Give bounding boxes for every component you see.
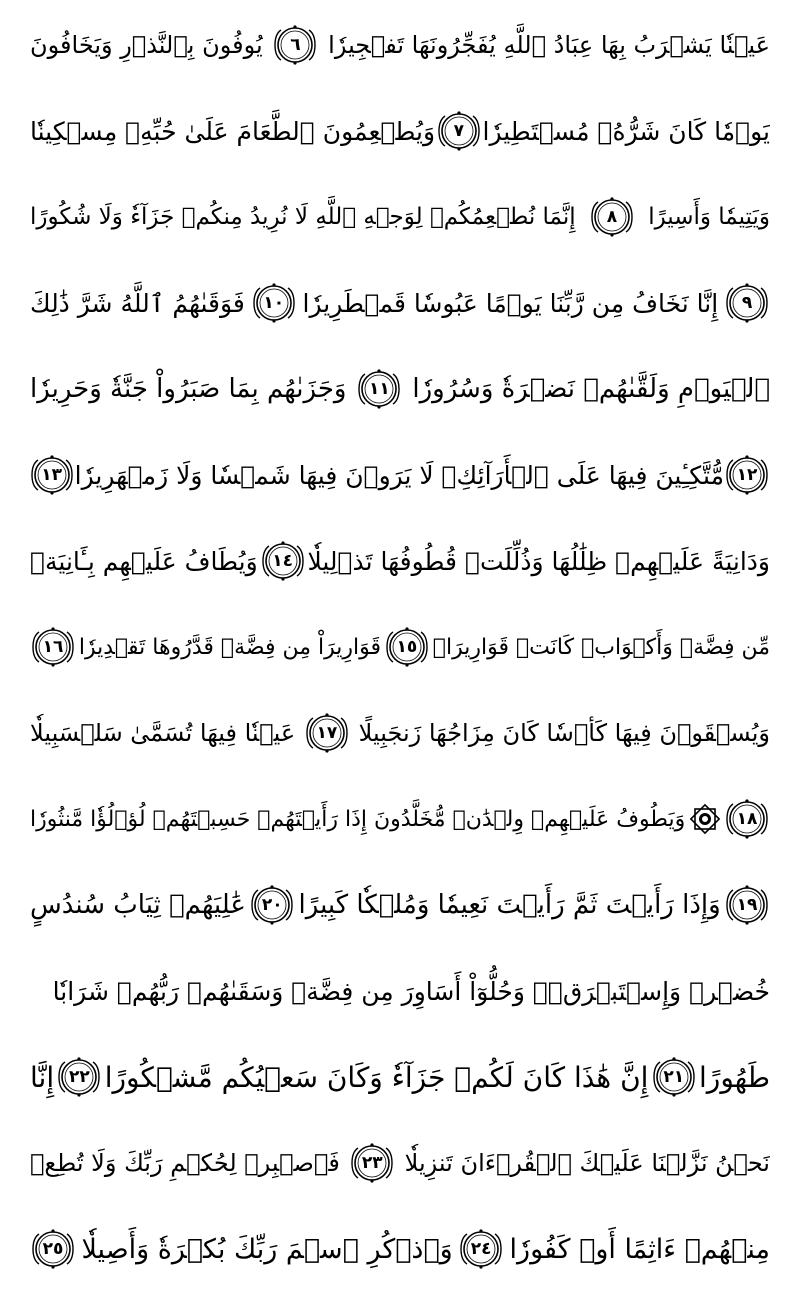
ayah-number-marker [436, 110, 482, 152]
ayah-number-marker [458, 1228, 504, 1270]
verse-text: وَإِذَا رَأَيۡتَ ثَمَّ رَأَيۡتَ نَعِيمٗا وَمُلۡكٗا كَبِيرًا [298, 890, 721, 920]
ayah-number: ١٠ [263, 293, 285, 313]
ayah-number-marker [724, 282, 770, 324]
verse-line [30, 1034, 770, 1120]
verse-line [30, 690, 770, 776]
verse-line [30, 518, 770, 604]
verse-line [30, 948, 770, 1034]
verse-text: وَيُسۡقَوۡنَ فِيهَا كَأۡسٗا كَانَ مِزَاجُهَا زَنجَبِيلًا [358, 719, 770, 747]
ayah-number: ١٤ [272, 551, 293, 571]
ayah-number-marker [384, 626, 430, 668]
ayah-number: ١٣ [41, 465, 63, 485]
ayah-number: ٨ [606, 207, 618, 227]
ayah-number: ٢٠ [261, 895, 283, 915]
ayah-number-marker [30, 1228, 76, 1270]
verse-text: وَيُطَافُ عَلَيۡهِم بِـَٔانِيَةٖ [30, 546, 258, 576]
verse-text: عَٰلِيَهُمۡ ثِيَابُ سُندُسٍ [30, 890, 246, 920]
verse-line [30, 776, 770, 862]
verse-line [30, 1206, 770, 1292]
verse-text: يُوفُونَ بِٱلنَّذۡرِ وَيَخَافُونَ [30, 31, 263, 59]
verse-line [30, 432, 770, 518]
verse-text: خُضۡرٞ وَإِسۡتَبۡرَقٞۖ وَحُلُّوٓاْ أَسَاوِرَ مِن فِضَّةٖ وَسَقَىٰهُمۡ رَبُّهُمۡ شَرَابٗا [52, 976, 770, 1006]
verse-line [30, 260, 770, 346]
verse-text: عَيۡنٗا يَشۡرَبُ بِهَا عِبَادُ ٱللَّهِ يُفَجِّرُونَهَا تَفۡجِيرٗا [328, 31, 770, 59]
ayah-number: ١١ [369, 379, 390, 399]
verse-text: مُّتَّكِـِٔينَ فِيهَا عَلَى ٱلۡأَرَآئِكِۖ لَا يَرَوۡنَ فِيهَا شَمۡسٗا وَلَا زَمۡهَرِيرٗا [74, 460, 724, 490]
ayah-number-marker [589, 196, 635, 238]
verse-line [30, 346, 770, 432]
ayah-number-marker [724, 454, 770, 496]
ayah-number: ٦ [290, 35, 301, 55]
ayah-number: ١٢ [736, 465, 758, 485]
verse-text: وَدَانِيَةً عَلَيۡهِمۡ ظِلَٰلُهَا وَذُلِّلَتۡ قُطُوفُهَا تَذۡلِيلٗا [307, 546, 770, 576]
ayah-number-marker [251, 282, 297, 324]
ayah-number: ٢٥ [42, 1239, 64, 1259]
verse-line [30, 862, 770, 948]
verse-text: وَيَتِيمٗا وَأَسِيرًا [648, 204, 770, 230]
verse-line [30, 174, 770, 260]
ayah-number: ١٩ [736, 895, 758, 915]
verse-text: وَٱذۡكُرِ ٱسۡمَ رَبِّكَ بُكۡرَةٗ وَأَصِيلٗا [81, 1233, 453, 1265]
ayah-number: ٢١ [663, 1067, 685, 1087]
verse-line [30, 604, 770, 690]
ayah-number: ٩ [741, 293, 753, 313]
ayah-number-marker [249, 884, 295, 926]
verse-text: وَجَزَىٰهُم بِمَا صَبَرُواْ جَنَّةٗ وَحَرِيرٗا [30, 374, 347, 404]
verse-line [30, 88, 770, 174]
verse-text: وَيَطُوفُ عَلَيۡهِمۡ وِلۡدَٰنٞ مُّخَلَّدُونَ إِذَا رَأَيۡتَهُمۡ حَسِبۡتَهُمۡ لُؤۡلُؤٗا مَّنثُورٗا [30, 806, 686, 832]
verse-text: قَوَارِيرَاْ مِن فِضَّةٖ قَدَّرُوهَا تَقۡدِيرٗا [78, 634, 382, 660]
rub-el-hizb-icon [688, 802, 722, 836]
ayah-number: ١٦ [42, 637, 64, 657]
ayah-number: ١٨ [736, 809, 758, 829]
ayah-number: ٧ [453, 121, 464, 141]
verse-text: مِّن فِضَّةٖ وَأَكۡوَابٖ كَانَتۡ قَوَارِيرَا۠ [432, 634, 770, 660]
verse-text: إِنَّ هَٰذَا كَانَ لَكُمۡ جَزَآءٗ وَكَانَ سَعۡيُكُم مَّشۡكُورًا [104, 1060, 649, 1094]
verse-text: ٱلۡيَوۡمِ وَلَقَّىٰهُمۡ نَضۡرَةٗ وَسُرُورٗا [412, 374, 770, 404]
verse-text: إِنَّمَا نُطۡعِمُكُمۡ لِوَجۡهِ ٱللَّهِ لَا نُرِيدُ مِنكُمۡ جَزَآءٗ وَلَا شُكُورًا [30, 204, 576, 230]
ayah-number-marker [724, 884, 770, 926]
verse-text: إِنَّا نَخَافُ مِن رَّبِّنَا يَوۡمًا عَبُوسٗا قَمۡطَرِيرٗا [302, 288, 719, 318]
ayah-number-marker [349, 1142, 395, 1184]
ayah-number-marker [304, 712, 350, 754]
verse-line [30, 2, 770, 88]
verse-text: فَٱصۡبِرۡ لِحُكۡمِ رَبِّكَ وَلَا تُطِعۡ [30, 1149, 340, 1177]
ayah-number: ٢٣ [361, 1153, 383, 1173]
ayah-number: ٢٤ [470, 1239, 492, 1259]
verse-line [30, 1120, 770, 1206]
ayah-number-marker [30, 454, 75, 496]
ayah-number: ٢٢ [69, 1067, 90, 1087]
ayah-number: ١٧ [316, 723, 338, 743]
ayah-number-marker [30, 626, 76, 668]
ayah-number-marker [651, 1056, 697, 1098]
ayah-number-marker [260, 540, 306, 582]
verse-text: نَحۡنُ نَزَّلۡنَا عَلَيۡكَ ٱلۡقُرۡءَانَ تَنزِيلٗا [404, 1149, 770, 1177]
ayah-number-marker [272, 24, 318, 66]
ayah-number-marker [724, 798, 770, 840]
verse-text: مِنۡهُمۡ ءَاثِمًا أَوۡ كَفُورٗا [509, 1233, 770, 1265]
verse-text: يَوۡمٗا كَانَ شَرُّهُۥ مُسۡتَطِيرٗا [482, 116, 770, 146]
verse-text: إِنَّا [30, 1060, 55, 1094]
verse-text: عَيۡنٗا فِيهَا تُسَمَّىٰ سَلۡسَبِيلٗا [30, 719, 296, 747]
verse-text: وَيُطۡعِمُونَ ٱلطَّعَامَ عَلَىٰ حُبِّهِۦ مِسۡكِينٗا [30, 116, 436, 146]
verse-text: طَهُورًا [699, 1060, 770, 1094]
ayah-number: ١٥ [396, 637, 418, 657]
verse-text: فَوَقَىٰهُمُ ٱللَّهُ شَرَّ ذَٰلِكَ [30, 288, 245, 318]
ayah-number-marker [356, 368, 402, 410]
ayah-number-marker [56, 1056, 102, 1098]
